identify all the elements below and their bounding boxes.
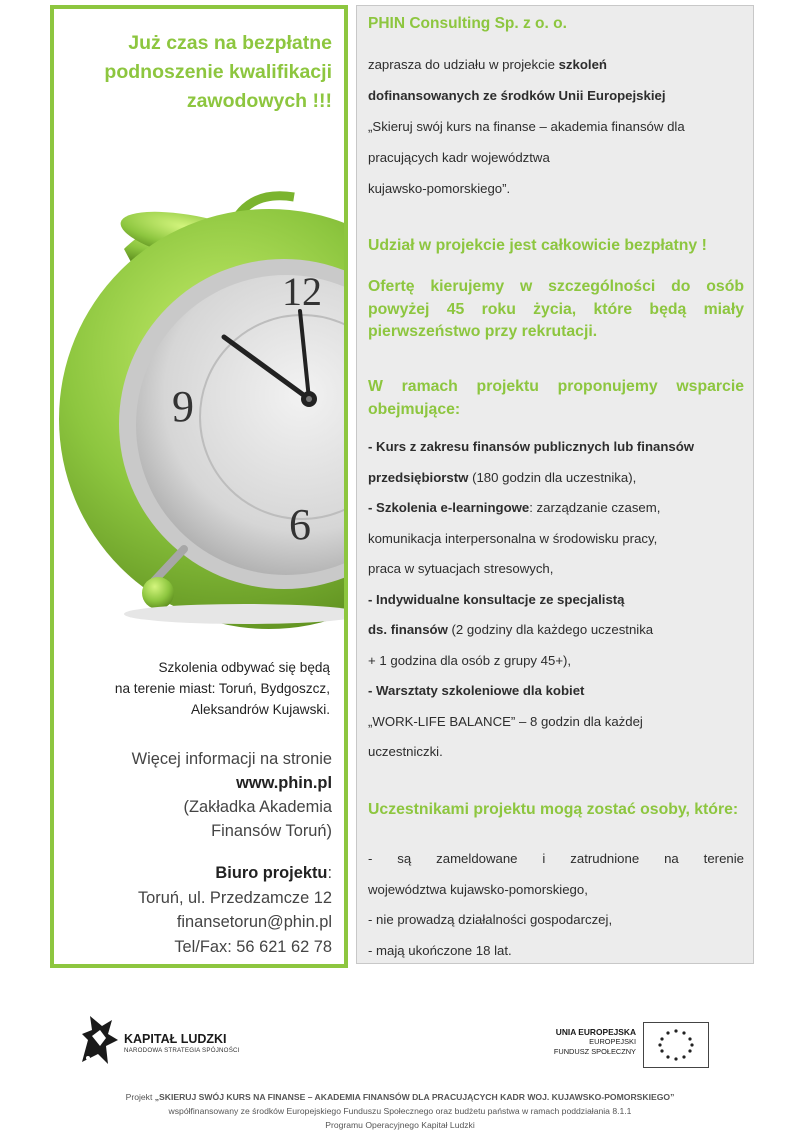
headline [104, 29, 332, 116]
more-info-text: Więcej informacji na stronie [131, 750, 332, 768]
cities-line: Szkolenia odbywać się będą [158, 660, 330, 675]
intro-text-line: pracujących kadr województwa [368, 150, 550, 165]
support-item-text: „WORK-LIFE BALANCE” – 8 godzin dla każdej [368, 713, 643, 729]
eu-title: UNIA EUROPEJSKA [555, 1027, 636, 1037]
headline-line: Już czas na bezpłatne [128, 32, 332, 54]
office-info [138, 861, 332, 959]
support-item-bold: - Kurs z zakresu finansów publicznych lub finansów [368, 439, 695, 454]
clock-number-6: 6 [289, 500, 311, 549]
intro-text-bold: dofinansowanych ze środków Unii Europejskiej [368, 88, 666, 103]
headline-line: zawodowych !!! [186, 90, 332, 112]
support-item-bold: - Warsztaty szkoleniowe dla kobiet [368, 683, 585, 698]
eu-flag-icon [643, 1022, 709, 1068]
intro-text [368, 49, 744, 204]
website-link[interactable]: www.phin.pl [236, 774, 332, 792]
footer-prefix: Projekt [125, 1092, 155, 1102]
participants-heading: Uczestnikami projektu mogą zostać osoby, które: [368, 801, 739, 818]
eu-fund-line: FUNDUSZ SPOŁECZNY [553, 1047, 636, 1056]
support-item-text: : zarządzanie czasem, [529, 500, 661, 515]
participants-item: województwa kujawsko-pomorskiego, [368, 881, 588, 897]
kapital-ludzki-subtitle: NARODOWA STRATEGIA SPÓJNOŚCI [124, 1047, 240, 1054]
office-colon: : [327, 864, 332, 882]
cities-line: na terenie miast: Toruń, Bydgoszcz, [114, 681, 330, 696]
support-item-text: + 1 godzina dla osób z grupy 45+), [368, 652, 572, 668]
participants-item: - nie prowadzą działalności gospodarczej, [368, 912, 613, 927]
support-item-text: uczestniczki. [368, 744, 443, 759]
intro-text-line: kujawsko-pomorskiego”. [368, 181, 511, 196]
support-item-text: (180 godzin dla uczestnika), [468, 469, 637, 485]
office-label: Biuro projektu [215, 864, 328, 882]
intro-text-part: zaprasza do udziału w projekcie [368, 57, 559, 72]
support-item-bold: przedsiębiorstw [368, 469, 469, 485]
left-panel [50, 5, 348, 968]
participants-item: - są zameldowane i zatrudnione na terenie [368, 851, 744, 866]
tab-info-line: Finansów Toruń) [211, 822, 332, 840]
tab-info-line: (Zakładka Akademia [183, 798, 332, 816]
support-item-bold: - Szkolenia e-learningowe [368, 500, 530, 515]
intro-text-bold: szkoleń [558, 57, 607, 72]
organization-name: PHIN Consulting Sp. z o. o. [368, 15, 567, 32]
footer-program-line: Programu Operacyjnego Kapitał Ludzki [325, 1120, 475, 1130]
eu-text [540, 1027, 636, 1057]
support-item-text: praca w sytuacjach stresowych, [368, 561, 554, 576]
participants-item: - mają ukończone 18 lat. [368, 942, 512, 958]
footer-funding-line: współfinansowany ze środków Europejskiego Funduszu Społecznego oraz budżetu państwa w ramach poddziałania 8.1.1 [168, 1106, 632, 1116]
support-item-bold: - Indywidualne konsultacje ze specjalistą [368, 591, 625, 607]
support-item-text: komunikacja interpersonalna w środowisku pracy, [368, 530, 658, 546]
support-item-text: (2 godziny dla każdego uczestnika [447, 622, 654, 637]
clock-number-12: 12 [282, 269, 322, 314]
footer-project-title: „SKIERUJ SWÓJ KURS NA FINANSE – AKADEMIA FINANSÓW DLA PRACUJĄCYCH KADR WOJ. KUJAWSKO-POMORSKIEGO” [154, 1092, 675, 1102]
cities-line: Aleksandrów Kujawski. [190, 702, 330, 717]
support-item-bold: ds. finansów [368, 622, 448, 637]
alarm-clock-illustration [54, 159, 344, 649]
cities-info [115, 657, 330, 720]
participants-list [368, 844, 744, 966]
support-heading: W ramach projektu proponujemy wsparcie obejmujące: [368, 378, 744, 418]
eu-fund-line: EUROPEJSKI [589, 1037, 636, 1046]
right-panel [356, 5, 754, 964]
clock-number-9: 9 [172, 382, 194, 431]
intro-text-line: „Skieruj swój kurs na finanse – akademia finansów dla [368, 119, 685, 134]
office-email[interactable]: finansetorun@phin.pl [176, 913, 332, 931]
free-notice: Udział w projekcie jest całkowicie bezpłatny ! [368, 237, 707, 254]
offer-notice: Ofertę kierujemy w szczególności do osób powyżej 45 roku życia, które będą miały pierwszeństwo przy rekrutacji. [368, 278, 744, 340]
headline-line: podnoszenie kwalifikacji [104, 61, 332, 83]
footer-text [0, 1090, 800, 1132]
support-list [368, 432, 744, 768]
kapital-ludzki-title: KAPITAŁ LUDZKI [124, 1032, 227, 1046]
office-phone: Tel/Fax: 56 621 62 78 [174, 937, 332, 956]
office-address: Toruń, ul. Przedzamcze 12 [137, 888, 332, 907]
more-info [132, 747, 332, 843]
